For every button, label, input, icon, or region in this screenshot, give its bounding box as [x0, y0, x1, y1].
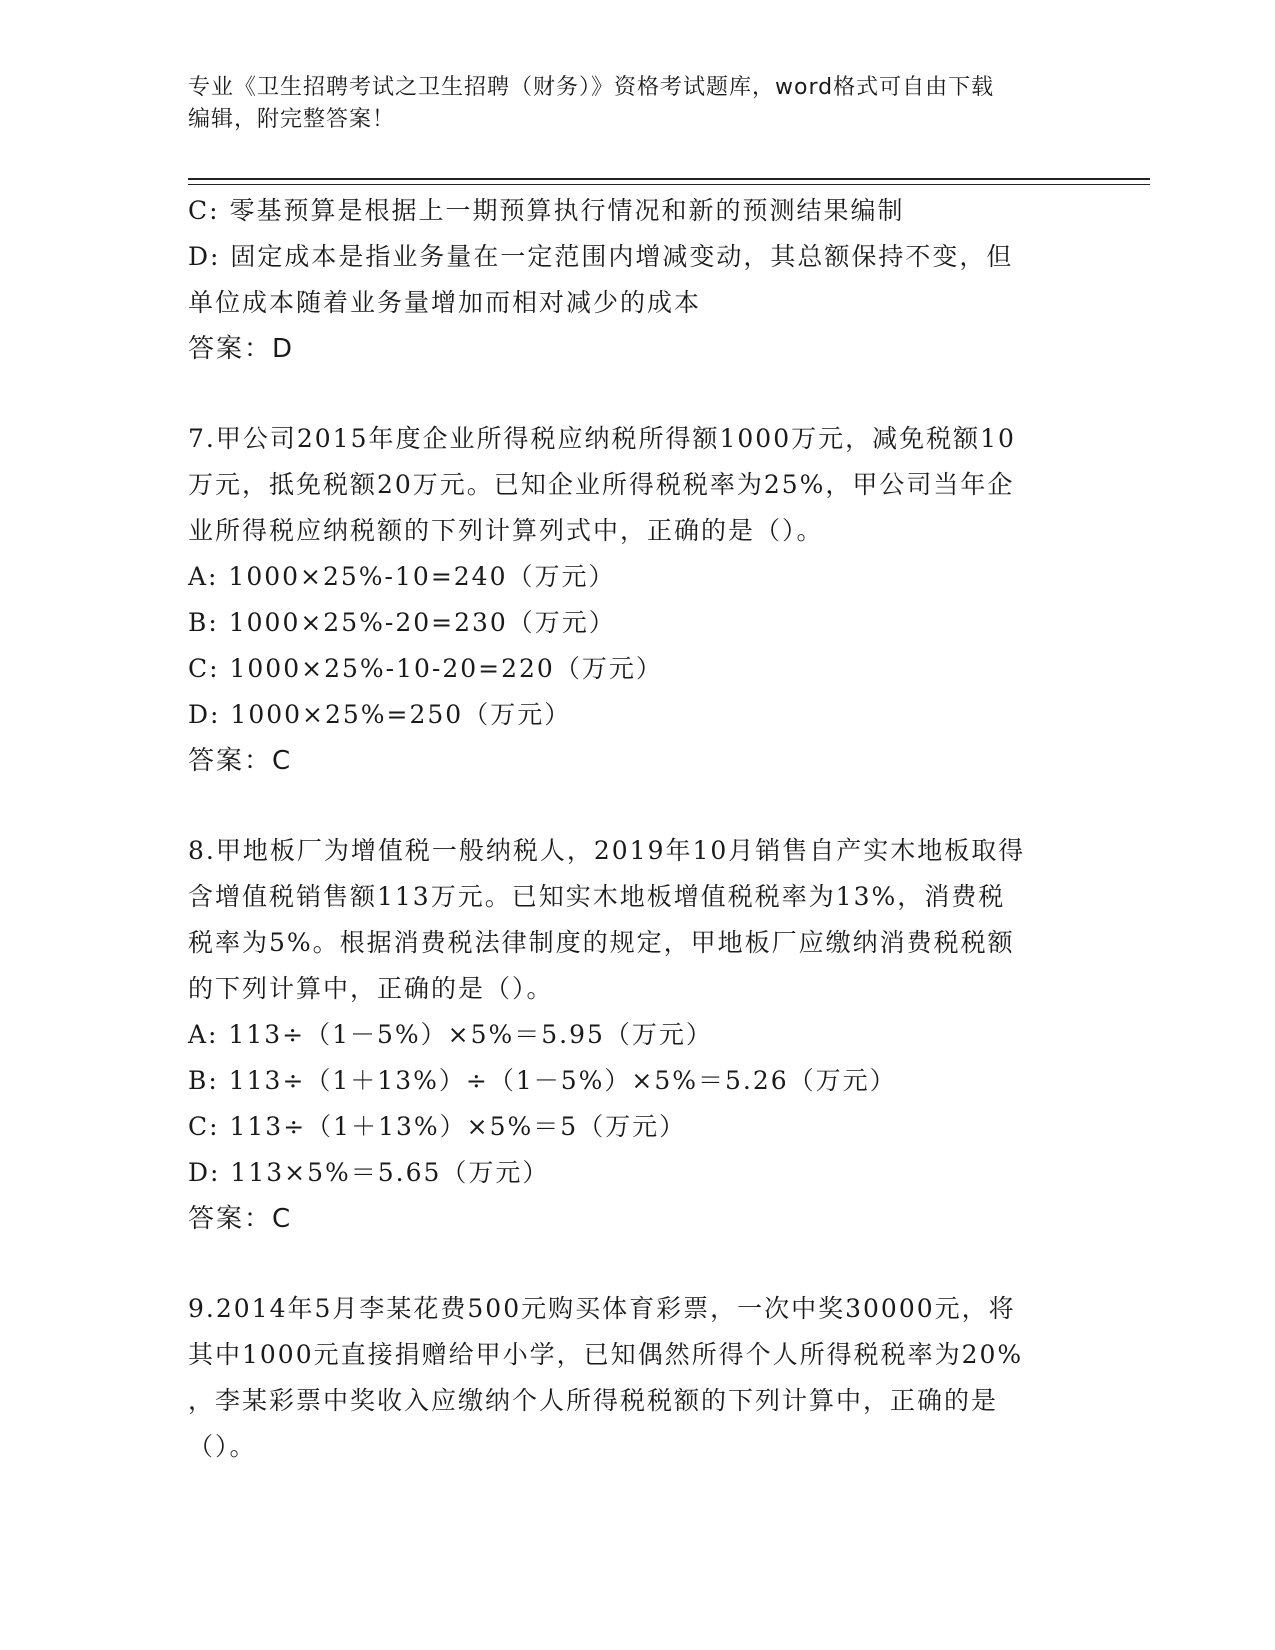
answer-line: [188, 326, 1088, 372]
option-d: D: 1000×25%=250（万元）: [188, 700, 572, 729]
question-8: [188, 828, 1088, 1242]
prev-question-tail: [188, 188, 1088, 372]
question-stem-line: 其中1000元直接捐赠给甲小学，已知偶然所得个人所得税税率为20%: [188, 1340, 1024, 1369]
header-line-2: 编辑，附完整答案！: [188, 107, 396, 132]
option-a: A: 113÷（1－5%）×5%＝5.95（万元）: [188, 1020, 713, 1049]
question-7: [188, 416, 1088, 784]
option-a: A: 1000×25%-10=240（万元）: [188, 562, 616, 591]
option-d-line-2: 单位成本随着业务量增加而相对减少的成本: [188, 288, 702, 317]
option-c: C: 零基预算是根据上一期预算执行情况和新的预测结果编制: [188, 196, 905, 225]
option-c: C: 113÷（1＋13%）×5%＝5（万元）: [188, 1112, 687, 1141]
option-b: B: 113÷（1＋13%）÷（1－5%）×5%＝5.26（万元）: [188, 1066, 897, 1095]
answer-value: C: [272, 1204, 293, 1234]
question-9: [188, 1286, 1088, 1470]
question-stem-line: 的下列计算中，正确的是（）。: [188, 974, 554, 1003]
answer-label: 答案：: [188, 334, 273, 364]
answer-label: 答案：: [188, 746, 273, 776]
option-d: D: 113×5%＝5.65（万元）: [188, 1158, 550, 1187]
answer-value: D: [272, 334, 295, 364]
question-stem-line: 含增值税销售额113万元。已知实木地板增值税税率为13%，消费税: [188, 882, 1006, 911]
question-stem-line: 8.甲地板厂为增值税一般纳税人，2019年10月销售自产实木地板取得: [188, 836, 1026, 865]
header-line-1: 专业《卫生招聘考试之卫生招聘（财务）》资格考试题库，word格式可自由下载: [188, 75, 995, 100]
option-d-line-1: D: 固定成本是指业务量在一定范围内增减变动，其总额保持不变，但: [188, 242, 1014, 271]
answer-line: [188, 738, 1088, 784]
question-stem-line: 业所得税应纳税额的下列计算列式中，正确的是（）。: [188, 516, 824, 545]
question-stem-line: 9.2014年5月李某花费500元购买体育彩票，一次中奖30000元，将: [188, 1294, 1016, 1323]
question-stem-line: ，李某彩票中奖收入应缴纳个人所得税税额的下列计算中，正确的是: [188, 1386, 999, 1415]
header-rule-thick: [188, 178, 1150, 180]
answer-value: C: [272, 746, 293, 776]
question-stem-line: 税率为5%。根据消费税法律制度的规定，甲地板厂应缴纳消费税税额: [188, 928, 1015, 957]
option-b: B: 1000×25%-20=230（万元）: [188, 608, 616, 637]
document-header: [188, 72, 1088, 136]
question-stem-line: 万元，抵免税额20万元。已知企业所得税税率为25%，甲公司当年企: [188, 470, 1015, 499]
answer-label: 答案：: [188, 1204, 273, 1234]
question-stem-line: 7.甲公司2015年度企业所得税应纳税所得额1000万元，减免税额10: [188, 424, 1016, 453]
answer-line: [188, 1196, 1088, 1242]
option-c: C: 1000×25%-10-20=220（万元）: [188, 654, 663, 683]
question-stem-line: （）。: [188, 1432, 257, 1461]
header-rule-thin: [188, 184, 1150, 185]
document-body: [188, 188, 1088, 1470]
